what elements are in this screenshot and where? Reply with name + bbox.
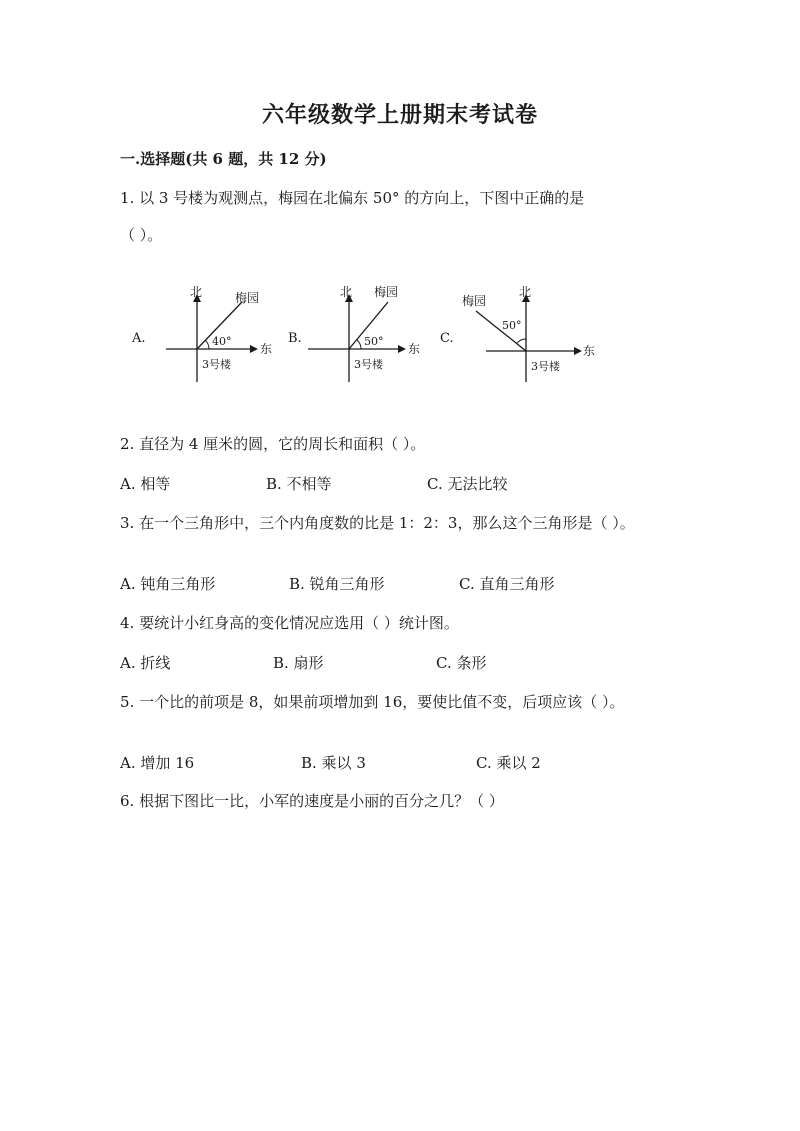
question-2-option-b[interactable]: B. 不相等 (266, 475, 332, 493)
question-2-text: 2. 直径为 4 厘米的圆，它的周长和面积（ ）。 (120, 435, 426, 453)
question-1-diagram (120, 278, 600, 388)
question-3-option-c[interactable]: C. 直角三角形 (459, 575, 555, 593)
diagram-a-east-label: 东 (260, 342, 273, 356)
diagram-b-angle-label: 50° (364, 335, 384, 348)
diagram-b-origin-label: 3号楼 (354, 358, 383, 371)
question-2-option-a[interactable]: A. 相等 (120, 475, 171, 493)
question-4-text: 4. 要统计小红身高的变化情况应选用（ ）统计图。 (120, 614, 459, 632)
question-1-blank: （ ）。 (120, 226, 163, 244)
diagram-c-place-label: 梅园 (462, 294, 487, 308)
question-6-text: 6. 根据下图比一比，小军的速度是小丽的百分之几？（ ） (120, 792, 504, 810)
diagram-a-east-arrow (250, 345, 258, 353)
question-2-option-c[interactable]: C. 无法比较 (427, 475, 508, 493)
diagram-b-place-label: 梅园 (374, 285, 399, 299)
diagram-b-label: B. (288, 331, 302, 346)
question-4-option-b[interactable]: B. 扇形 (273, 654, 324, 672)
diagram-c-angle-label: 50° (502, 319, 522, 332)
diagram-option-a (131, 285, 272, 382)
diagram-b-east-arrow (398, 345, 406, 353)
question-5-option-b[interactable]: B. 乘以 3 (301, 754, 366, 772)
page-title: 六年级数学上册期末考试卷 (261, 102, 538, 128)
question-4-option-c[interactable]: C. 条形 (436, 654, 487, 672)
diagram-a-angle-label: 40° (212, 335, 232, 348)
question-5-option-a[interactable]: A. 增加 16 (120, 754, 195, 772)
diagram-option-c (440, 285, 595, 382)
diagram-option-b (288, 284, 420, 382)
question-5-option-c[interactable]: C. 乘以 2 (476, 754, 541, 772)
diagram-b-angle-arc (357, 340, 361, 349)
diagram-a-place-label: 梅园 (235, 291, 260, 305)
diagram-c-label: C. (440, 331, 454, 346)
diagram-a-label: A. (132, 331, 146, 346)
question-3-option-a[interactable]: A. 钝角三角形 (120, 575, 216, 593)
diagram-c-north-label: 北 (519, 285, 532, 299)
question-3-option-b[interactable]: B. 锐角三角形 (289, 575, 385, 593)
diagram-b-east-label: 东 (408, 342, 421, 356)
diagram-a-north-label: 北 (190, 285, 203, 299)
question-4-option-a[interactable]: A. 折线 (120, 654, 171, 672)
section-heading: 一.选择题(共 6 题，共 12 分) (120, 150, 327, 168)
diagram-c-east-label: 东 (583, 344, 596, 358)
diagram-c-origin-label: 3号楼 (531, 360, 560, 373)
question-3-text: 3. 在一个三角形中，三个内角度数的比是 1：2：3，那么这个三角形是（ ）。 (120, 514, 635, 532)
question-5-text: 5. 一个比的前项是 8，如果前项增加到 16，要使比值不变，后项应该（ ）。 (120, 693, 625, 711)
diagram-c-east-arrow (574, 347, 582, 355)
diagram-c-angle-arc (517, 339, 526, 344)
diagram-b-north-label: 北 (340, 285, 353, 299)
diagram-a-angle-arc (205, 340, 209, 349)
question-1-text: 1. 以 3 号楼为观测点，梅园在北偏东 50° 的方向上，下图中正确的是 (120, 189, 585, 207)
diagram-a-origin-label: 3号楼 (202, 358, 231, 371)
